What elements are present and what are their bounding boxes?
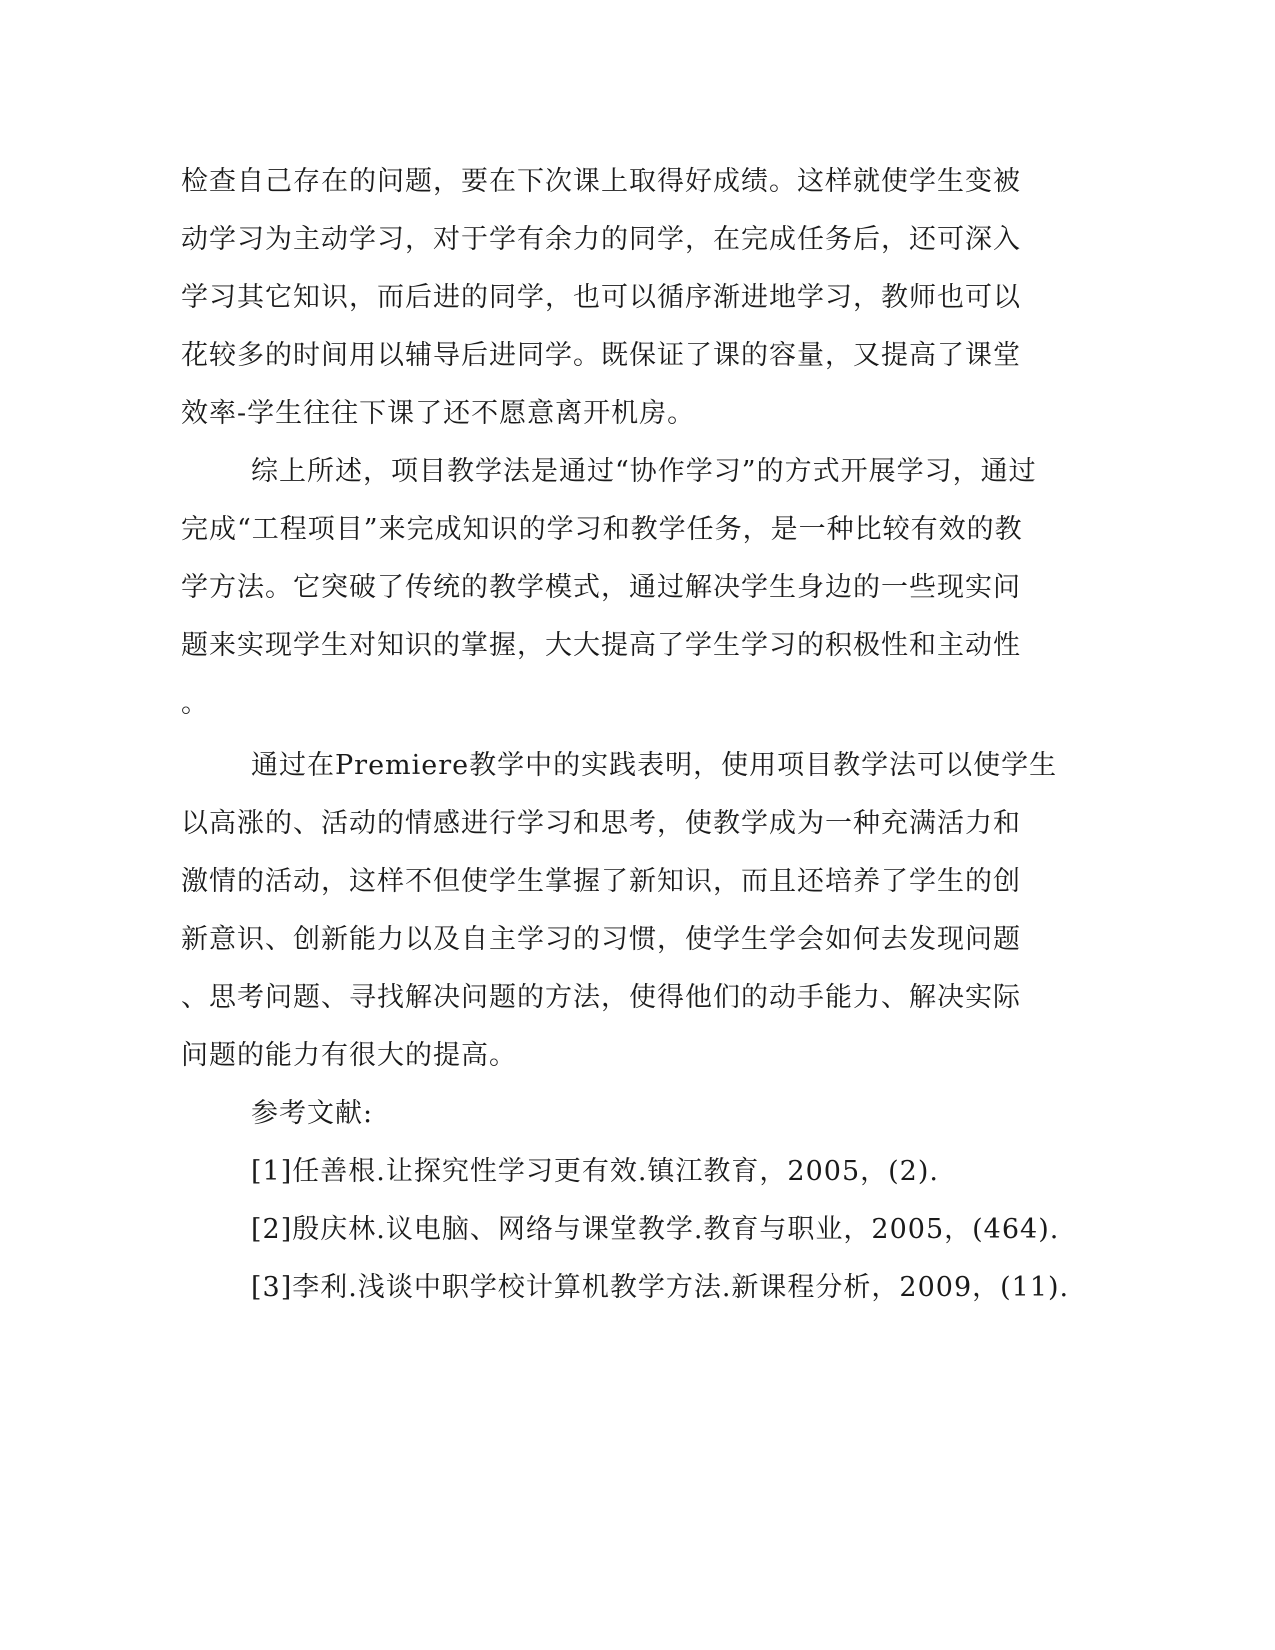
- paragraph-line: 以高涨的、活动的情感进行学习和思考，使教学成为一种充满活力和: [181, 808, 1021, 839]
- reference-item: [2]殷庆林.议电脑、网络与课堂教学.教育与职业，2005，(464).: [251, 1214, 1060, 1245]
- paragraph-line: 完成“工程项目”来完成知识的学习和教学任务，是一种比较有效的教: [181, 514, 1023, 545]
- paragraph-line: 学方法。它突破了传统的教学模式，通过解决学生身边的一些现实问: [181, 572, 1021, 603]
- reference-item: [3]李利.浅谈中职学校计算机教学方法.新课程分析，2009，(11).: [251, 1272, 1070, 1303]
- paragraph-line: 动学习为主动学习，对于学有余力的同学，在完成任务后，还可深入: [181, 224, 1021, 255]
- paragraph-line: 激情的活动，这样不但使学生掌握了新知识，而且还培养了学生的创: [181, 866, 1021, 897]
- paragraph-line: 学习其它知识，而后进的同学，也可以循序渐进地学习，教师也可以: [181, 282, 1021, 313]
- paragraph-line: 问题的能力有很大的提高。: [181, 1040, 517, 1071]
- paragraph-line: 效率-学生往往下课了还不愿意离开机房。: [181, 398, 696, 429]
- paragraph-line: 检查自己存在的问题，要在下次课上取得好成绩。这样就使学生变被: [181, 166, 1021, 197]
- paragraph-line: 综上所述，项目教学法是通过“协作学习”的方式开展学习，通过: [251, 456, 1037, 487]
- paragraph-line: 花较多的时间用以辅导后进同学。既保证了课的容量，又提高了课堂: [181, 340, 1021, 371]
- reference-item: [1]任善根.让探究性学习更有效.镇江教育，2005，(2).: [251, 1156, 939, 1187]
- paragraph-line: 新意识、创新能力以及自主学习的习惯，使学生学会如何去发现问题: [181, 924, 1021, 955]
- paragraph-line: 、思考问题、寻找解决问题的方法，使得他们的动手能力、解决实际: [181, 982, 1021, 1013]
- paragraph-line: 题来实现学生对知识的掌握，大大提高了学生学习的积极性和主动性: [181, 630, 1021, 661]
- references-heading: 参考文献:: [251, 1098, 374, 1129]
- paragraph-line: 。: [181, 688, 209, 719]
- paragraph-line: 通过在Premiere教学中的实践表明，使用项目教学法可以使学生: [251, 750, 1058, 781]
